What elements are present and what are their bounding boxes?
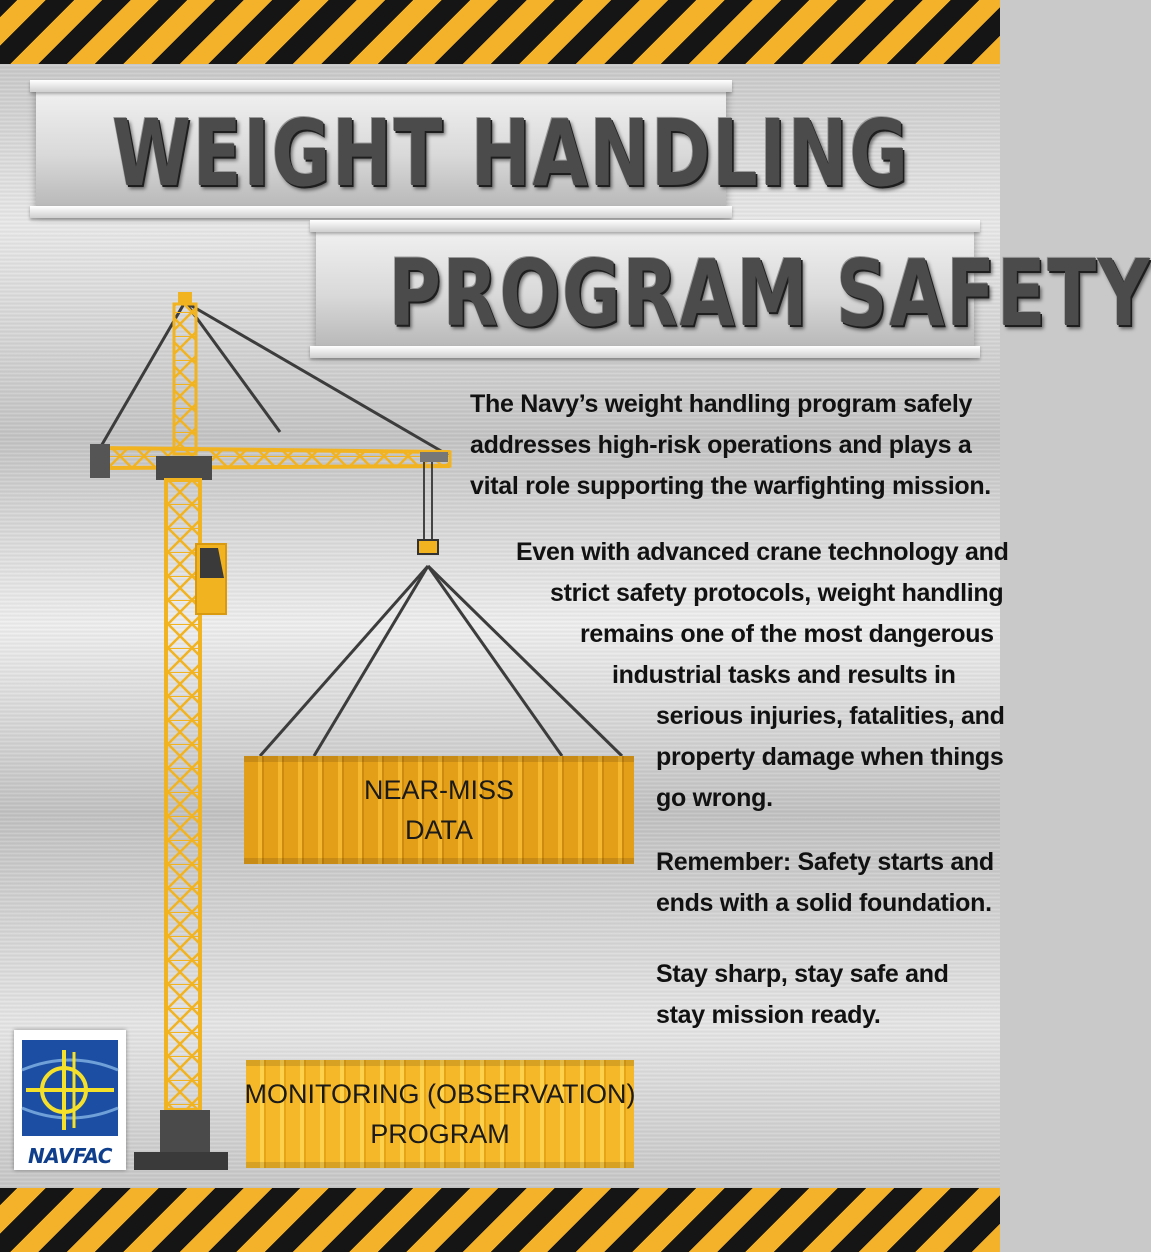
- title-line-2: PROGRAM SAFETY: [388, 240, 1151, 347]
- danger-line: serious injuries, fatalities, and: [656, 702, 1005, 730]
- remember-paragraph: [656, 842, 994, 924]
- danger-line: remains one of the most dangerous: [580, 620, 994, 648]
- crane-jib: [90, 444, 450, 480]
- intro-paragraph: [470, 384, 991, 507]
- near-miss-label-line-2: DATA: [404, 815, 473, 845]
- navfac-logo: [14, 1030, 126, 1170]
- closing-paragraph: [656, 954, 949, 1036]
- monitoring-label-line-1: MONITORING (OBSERVATION): [244, 1079, 636, 1109]
- danger-line: industrial tasks and results in: [612, 661, 956, 689]
- closing-line: stay mission ready.: [656, 1001, 881, 1029]
- hoist-lines: [424, 462, 432, 542]
- crane-top-mast: [174, 292, 196, 454]
- intro-line: vital role supporting the warfighting mission.: [470, 472, 991, 500]
- monitoring-program-container: [246, 1060, 634, 1168]
- hazard-stripe-bottom: [0, 1188, 1000, 1252]
- intro-line: addresses high-risk operations and plays a: [470, 431, 972, 459]
- remember-line: ends with a solid foundation.: [656, 889, 992, 917]
- danger-line: property damage when things: [656, 743, 1004, 771]
- intro-line: The Navy’s weight handling program safely: [470, 390, 973, 418]
- navfac-logo-text: NAVFAC: [28, 1144, 112, 1168]
- remember-line: Remember: Safety starts and: [656, 848, 994, 876]
- near-miss-label-line-1: NEAR-MISS: [363, 775, 515, 805]
- crane-cables: [100, 302, 448, 455]
- danger-line: strict safety protocols, weight handling: [550, 579, 1004, 607]
- closing-line: Stay sharp, stay safe and: [656, 960, 949, 988]
- monitoring-label-line-2: PROGRAM: [370, 1119, 510, 1149]
- danger-line: Even with advanced crane technology and: [516, 538, 1009, 566]
- danger-paragraph: [0, 532, 1009, 819]
- danger-line: go wrong.: [656, 784, 773, 812]
- navfac-emblem-icon: [14, 1030, 126, 1142]
- title-line-1: WEIGHT HANDLING: [111, 100, 910, 207]
